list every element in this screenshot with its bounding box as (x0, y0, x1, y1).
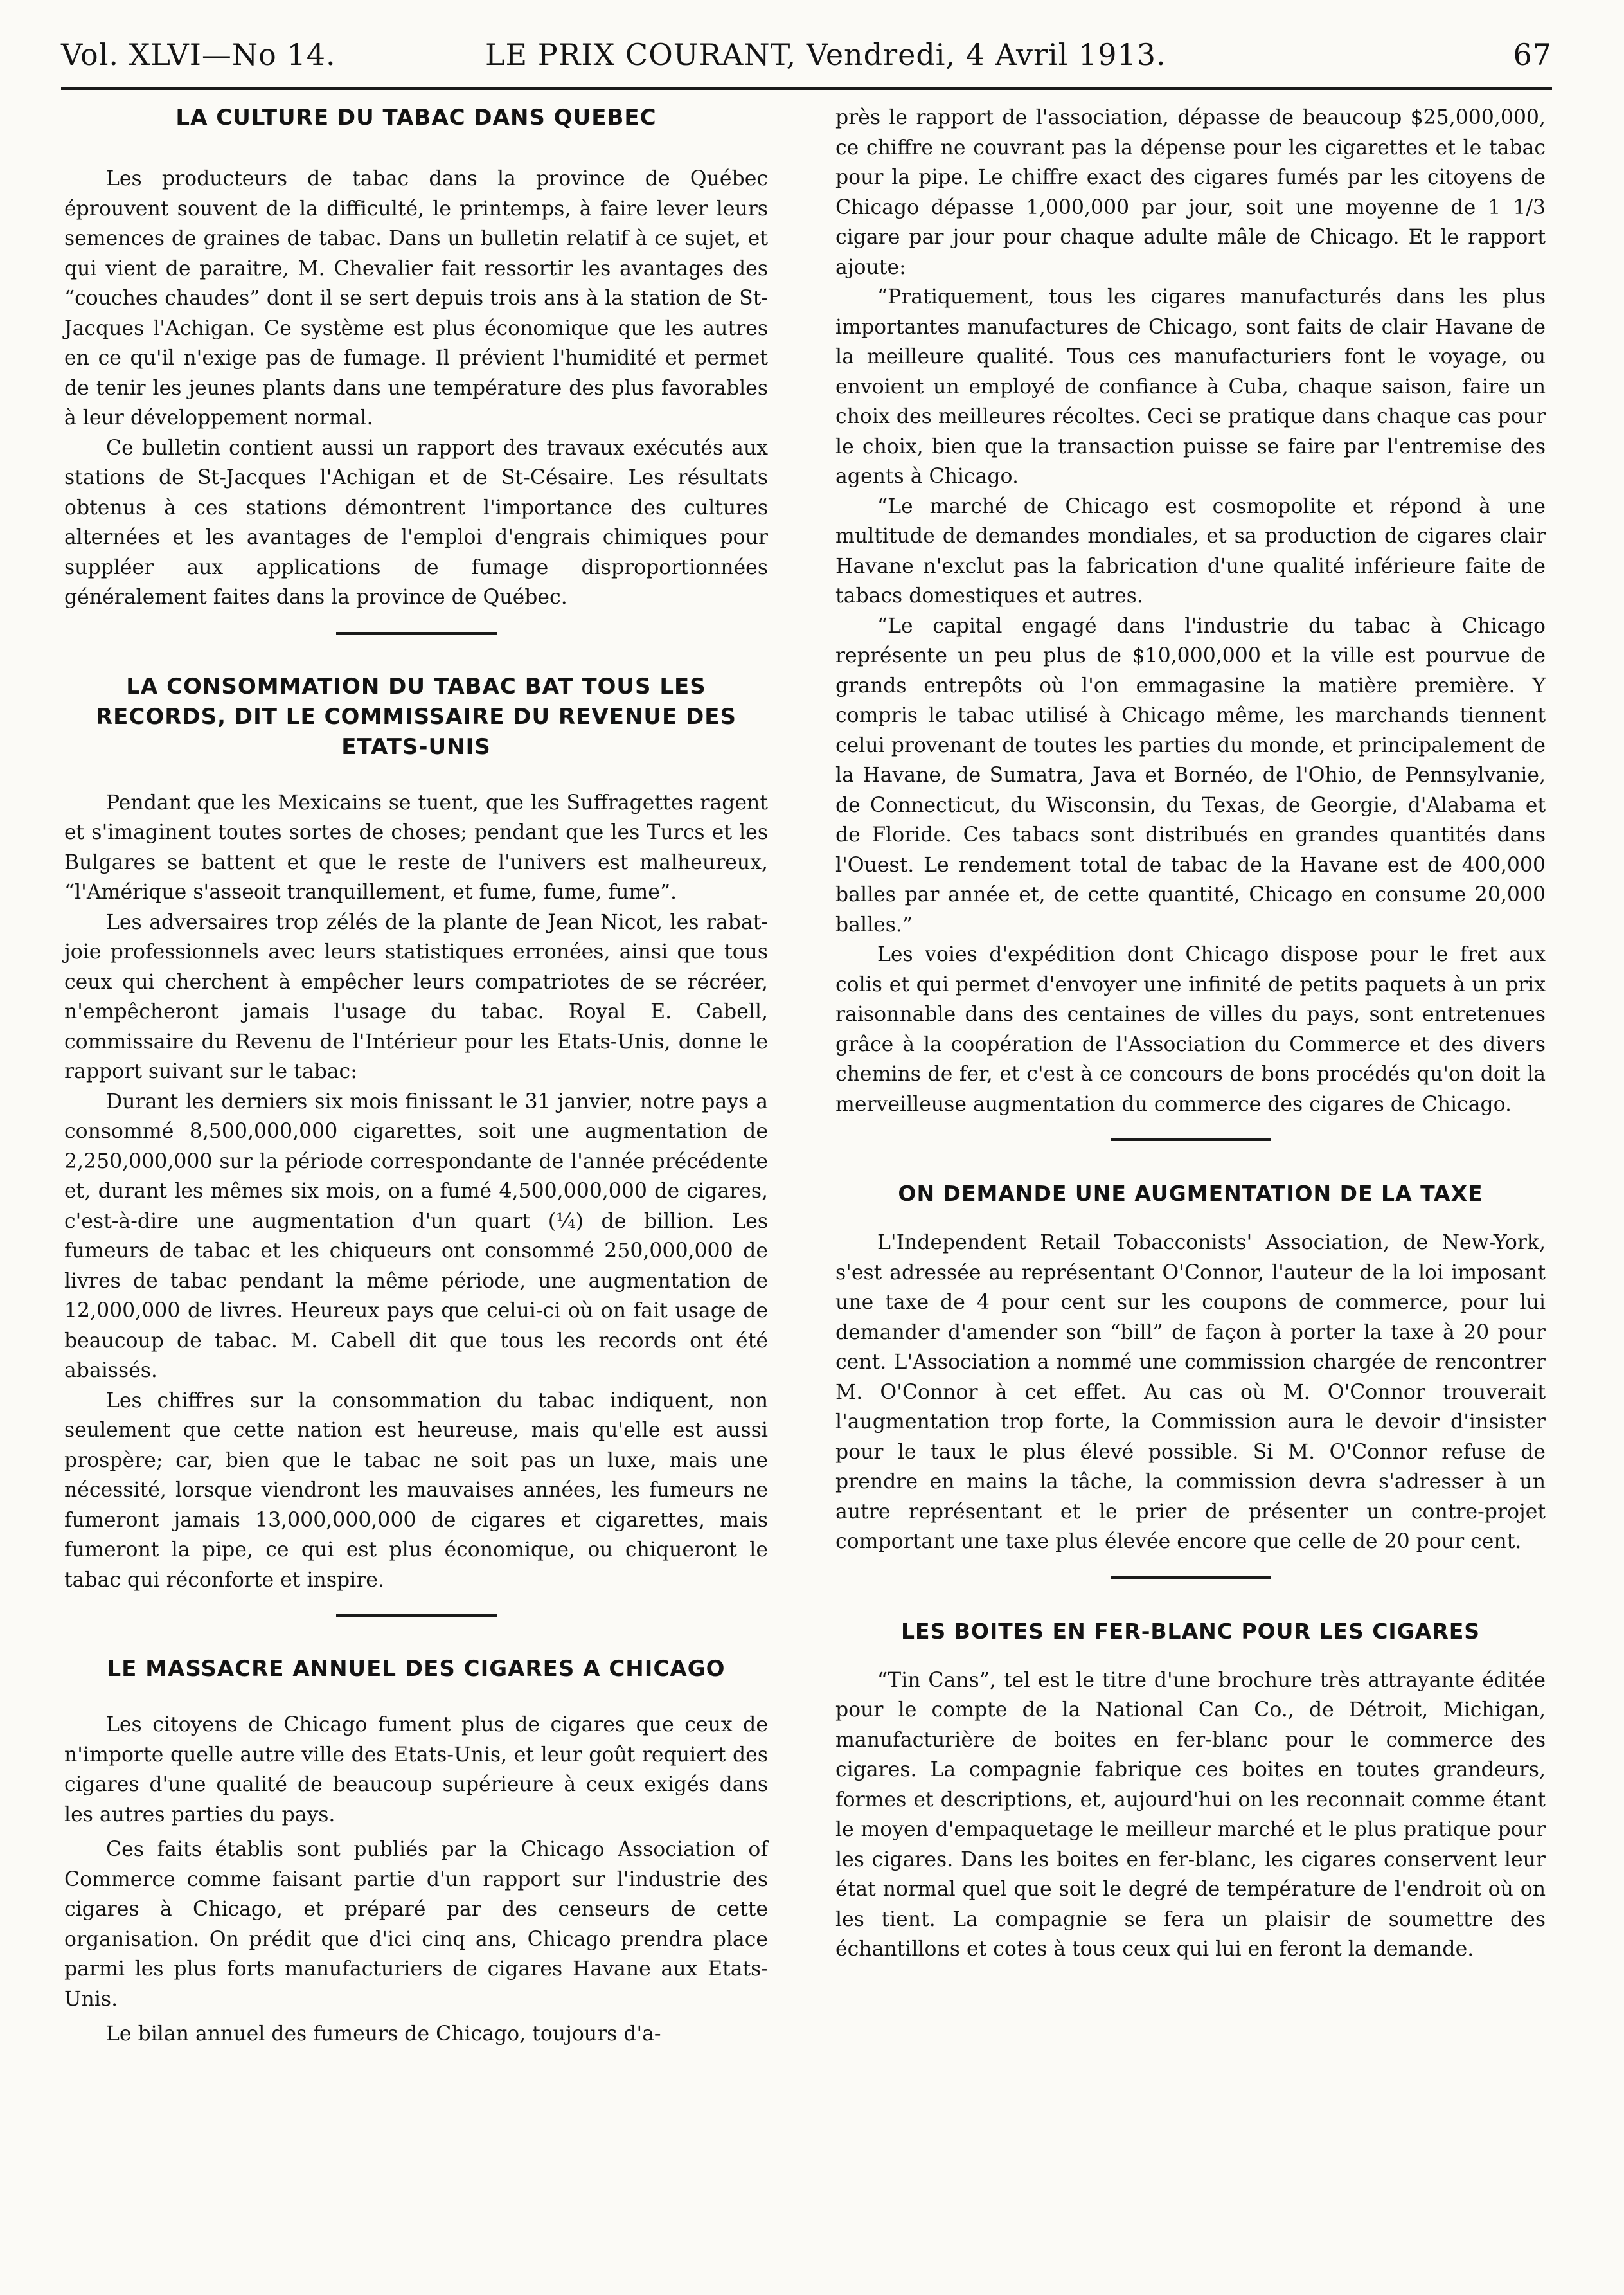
article-paragraph: Ce bulletin contient aussi un rapport des travaux exécutés aux stations de St-Jacques l'Achigan et de St-Césaire. Les résultats obtenus à ces stations démontrent l'importance des cultures alternées et les avantages de l'emploi d'engrais chimiques pour suppléer aux applications de fumage disproportionnées généralement faites dans la province de Québec. (64, 436, 768, 609)
article-paragraph: Les producteurs de tabac dans la province de Québec éprouvent souvent de la difficulté, le printemps, à faire lever leurs semences de graines de tabac. Dans un bulletin relatif à ce sujet, et qui vient de paraitre, M. Chevalier fait ressortir les avantages des “couches chaudes” dont il se sert depuis trois ans à la station de St-Jacques l'Achigan. Ce système est plus économique que les autres en ce qu'il n'exige pas de fumage. Il prévient l'humidité et permet de tenir les jeunes plants dans une température des plus favorables à leur développement normal. (64, 167, 768, 429)
article-consommation-tabac (64, 672, 768, 1596)
article-augmentation-taxe (835, 1178, 1546, 1557)
article-paragraph: “Tin Cans”, tel est le titre d'une brochure très attrayante éditée pour le compte de la National Can Co., de Détroit, Michigan, manufacturière de boites en fer-blanc pour le commerce des cigares. La compagnie fabrique ces boites en toutes grandeurs, formes et descriptions, et, aujourd'hui on les reconnait comme étant le moyen d'empaquetage le meilleur marché et le plus pratique pour les cigares. Dans les boites en fer-blanc, les cigares conservent leur état normal quel que soit le degré de température de l'endroit où on les tient. La compagnie se fera un plaisir de soumettre des échantillons et cotes à tous ceux qui lui en feront la demande. (835, 1668, 1546, 1961)
left-column (64, 103, 768, 2049)
article-paragraph: L'Independent Retail Tobacconists' Association, de New-York, s'est adressée au représentant O'Connor, l'auteur de la loi imposant une taxe de 4 pour cent sur les coupons de commerce, pour lui demander d'amender son “bill” de façon à porter la taxe à 20 pour cent. L'Association a nommé une commission chargée de rencontrer M. O'Connor à cet effet. Au cas où M. O'Connor trouverait l'augmentation trop forte, la Commission aura le devoir d'insister pour le taux le plus élevé possible. Si M. O'Connor refuse de prendre en mains la tâche, la commission devra s'adresser à un autre représentant et le prier de présenter un contre-projet comportant une taxe plus élevée encore que celle de 20 pour cent. (835, 1231, 1546, 1553)
article-paragraph: Les chiffres sur la consommation du tabac indiquent, non seulement que cette nation est heureuse, mais qu'elle est aussi prospère; car, bien que le tabac ne soit pas un luxe, mais une nécessité, lorsque viendront les mauvaises années, les fumeurs ne fumeront jamais 13,000,000,000 de cigares et cigarettes, mais fumeront la pipe, ce qui est plus économique, ou chiqueront le tabac qui réconforte et inspire. (64, 1389, 768, 1592)
page-number: 67 (1513, 37, 1552, 72)
article-paragraph: Durant les derniers six mois finissant le 31 janvier, notre pays a consommé 8,500,000,000 cigarettes, soit une augmentation de 2,250,000,000 sur la période correspondante de l'année précédente et, durant les mêmes six mois, on a fumé 4,500,000,000 de cigares, c'est-à-dire une augmentation d'un quart (¼) de billion. Les fumeurs de tabac et les chiqueurs ont consommé 250,000,000 de livres de tabac pendant la même période, une augmentation de 12,000,000 de livres. Heureux pays que celui-ci où on fait usage de beaucoup de tabac. M. Cabell dit que tous les records ont été abaissés. (64, 1090, 768, 1382)
volume-number: Vol. XLVI—No 14. (61, 37, 336, 72)
article-boites-fer-blanc (835, 1616, 1546, 1965)
article-heading: LES BOITES EN FER-BLANC POUR LES CIGARES (900, 1618, 1481, 1644)
header-rule (61, 87, 1552, 90)
article-paragraph: Ces faits établis sont publiés par la Chicago Association of Commerce comme faisant partie d'un rapport sur l'industrie des cigares à Chicago, et préparé par des censeurs de cette organisation. On prédit que d'ici cinq ans, Chicago prendra place parmi les plus forts manufacturiers de cigares Havane aux Etats-Unis. (64, 1838, 768, 2011)
article-paragraph: Pendant que les Mexicains se tuent, que les Suffragettes ragent et s'imaginent toutes sortes de choses; pendant que les Turcs et les Bulgares se battent et que le reste de l'univers est malheureux, “l'Amérique s'asseoit tranquillement, et fume, fume, fume”. (64, 791, 768, 904)
article-separator (1111, 1138, 1271, 1141)
article-massacre-cigares-continued (835, 103, 1546, 1119)
article-heading: ON DEMANDE UNE AUGMENTATION DE LA TAXE (898, 1181, 1483, 1206)
article-separator (336, 632, 497, 634)
article-paragraph: près le rapport de l'association, dépasse de beaucoup $25,000,000, ce chiffre ne couvrant pas la dépense pour les cigarettes et le tabac pour la pipe. Le chiffre exact des cigares fumés par les citoyens de Chicago dépasse 1,000,000 par jour, soit une moyenne de 1 1/3 cigare par jour pour chaque adulte mâle de Chicago. Et le rapport ajoute: (835, 106, 1546, 279)
article-paragraph: “Le capital engagé dans l'industrie du tabac à Chicago représente un peu plus de $10,000,000 et la ville est pourvue de grands entrepôts où l'on emmagasine la matière première. Y compris le tabac utilisé à Chicago même, les marchands tiennent celui provenant de toutes les parties du monde, et principalement de la Havane, de Sumatra, Java et Bornéo, de l'Ohio, de Pennsylvanie, de Connecticut, du Wisconsin, du Texas, de Georgie, d'Alabama et de Floride. Ces tabacs sont distribués en grandes quantités dans l'Ouest. Le rendement total de tabac de la Havane est de 400,000 balles par année et, de cette quantité, Chicago en consume 20,000 balles.” (835, 614, 1546, 937)
article-heading: LA CONSOMMATION DU TABAC BAT TOUS LES RECORDS, DIT LE COMMISSAIRE DU REVENUE DES ETATS-UNIS (95, 673, 737, 760)
article-paragraph: Le bilan annuel des fumeurs de Chicago, toujours d'a- (106, 2022, 661, 2046)
newspaper-title: LE PRIX COURANT, Vendredi, 4 Avril 1913. (485, 37, 1166, 72)
right-column (835, 103, 1546, 1965)
article-separator (1111, 1576, 1271, 1579)
article-heading: LE MASSACRE ANNUEL DES CIGARES A CHICAGO (107, 1656, 726, 1682)
article-separator (336, 1614, 497, 1617)
article-paragraph: Les voies d'expédition dont Chicago dispose pour le fret aux colis et qui permet d'envoyer une infinité de petits paquets à un prix raisonnable dans des centaines de villes du pays, sont entretenues grâce à la coopération de l'Association du Commerce et des divers chemins de fer, et c'est à ce concours de bons procédés qu'on doit la merveilleuse augmentation du commerce des cigares de Chicago. (835, 943, 1546, 1116)
article-paragraph: “Pratiquement, tous les cigares manufacturés dans les plus importantes manufactures de Chicago, sont faits de clair Havane de la meilleure qualité. Tous ces manufacturiers font le voyage, ou envoient un employé de confiance à Cuba, chaque saison, faire un choix des meilleures récoltes. Ceci se pratique dans chaque cas pour le choix, bien que la transaction puisse se faire par l'entremise des agents à Chicago. (835, 285, 1546, 488)
page-header (61, 31, 1552, 82)
article-paragraph: “Le marché de Chicago est cosmopolite et répond à une multitude de demandes mondiales, et sa production de cigares clair Havane n'exclut pas la fabrication d'une qualité inférieure faite de tabacs domestiques et autres. (835, 494, 1546, 608)
article-massacre-cigares (64, 1654, 768, 2049)
article-culture-tabac (64, 103, 768, 613)
article-heading: LA CULTURE DU TABAC DANS QUEBEC (175, 105, 657, 130)
article-paragraph: Les adversaires trop zélés de la plante de Jean Nicot, les rabat-joie professionnels avec leurs statistiques erronées, ainsi que tous ceux qui cherchent à empêcher leurs compatriotes de se récréer, n'empêcheront jamais l'usage du tabac. Royal E. Cabell, commissaire du Revenu de l'Intérieur pour les Etats-Unis, donne le rapport suivant sur le tabac: (64, 910, 768, 1083)
article-paragraph: Les citoyens de Chicago fument plus de cigares que ceux de n'importe quelle autre ville des Etats-Unis, et leur goût requiert des cigares d'une qualité de beaucoup supérieure à ceux exigés dans les autres parties du pays. (64, 1713, 768, 1826)
